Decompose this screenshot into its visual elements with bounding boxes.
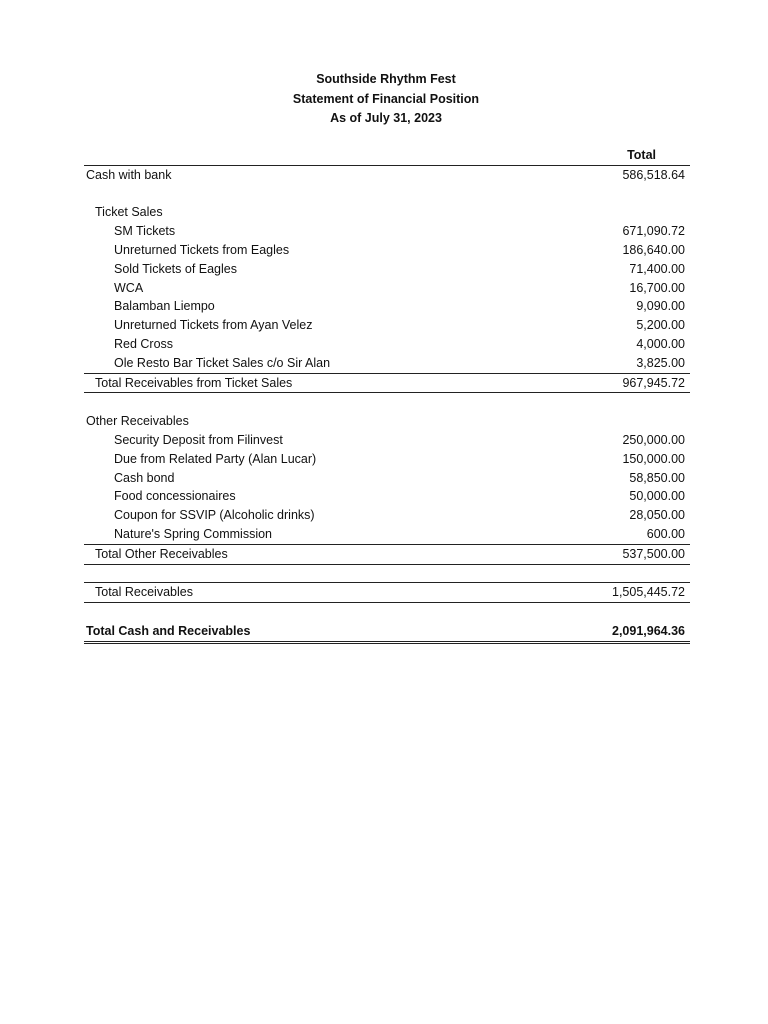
ticket-sales-row: [84, 241, 690, 260]
ticket-sales-row: [84, 297, 690, 316]
ticket-sales-item-amount: 3,825.00: [636, 355, 685, 370]
cash-row: [84, 166, 690, 185]
total-receivables-row: [84, 582, 690, 603]
ticket-sales-item-label: Unreturned Tickets from Ayan Velez: [114, 318, 313, 333]
other-receivables-total-row: [84, 545, 690, 565]
ticket-sales-heading: Ticket Sales: [95, 205, 163, 220]
grand-total-row: [84, 622, 690, 644]
other-receivables-item-amount: 58,850.00: [629, 470, 685, 485]
ticket-sales-row: [84, 222, 690, 241]
total-receivables-amount: 1,505,445.72: [612, 585, 685, 600]
other-receivables-row: [84, 487, 690, 506]
ticket-sales-item-amount: 186,640.00: [622, 242, 685, 257]
ticket-sales-total-row: [84, 374, 690, 394]
ticket-sales-item-label: Ole Resto Bar Ticket Sales c/o Sir Alan: [114, 355, 331, 370]
other-receivables-item-amount: 28,050.00: [629, 508, 685, 523]
ticket-sales-item-amount: 4,000.00: [636, 336, 685, 351]
spacer: [84, 603, 690, 622]
ticket-sales-item-label: Sold Tickets of Eagles: [114, 261, 237, 276]
other-receivables-item-label: Coupon for SSVIP (Alcoholic drinks): [114, 508, 315, 523]
other-receivables-item-amount: 150,000.00: [622, 451, 685, 466]
ticket-sales-item-amount: 71,400.00: [629, 261, 685, 276]
ticket-sales-row: [84, 354, 690, 374]
grand-total-label: Total Cash and Receivables: [86, 623, 251, 638]
other-receivables-row: [84, 469, 690, 488]
other-receivables-heading-row: [84, 412, 690, 431]
ticket-sales-item-label: Unreturned Tickets from Eagles: [114, 242, 290, 257]
ticket-sales-row: [84, 316, 690, 335]
ticket-sales-heading-row: [84, 203, 690, 222]
other-receivables-item-label: Security Deposit from Filinvest: [114, 432, 283, 447]
other-receivables-item-amount: 250,000.00: [622, 432, 685, 447]
cash-label: Cash with bank: [86, 167, 172, 182]
column-header-row: [84, 146, 690, 166]
ticket-sales-item-label: SM Tickets: [114, 224, 176, 239]
ticket-sales-total-amount: 967,945.72: [622, 375, 685, 390]
other-receivables-row: [84, 525, 690, 545]
other-receivables-item-label: Cash bond: [114, 470, 175, 485]
ticket-sales-row: [84, 260, 690, 279]
grand-total-amount: 2,091,964.36: [612, 623, 685, 638]
total-column-header: Total: [627, 148, 656, 162]
statement-date: As of July 31, 2023: [330, 111, 442, 125]
ticket-sales-item-label: Red Cross: [114, 336, 174, 351]
cash-amount: 586,518.64: [622, 167, 685, 182]
other-receivables-item-label: Nature's Spring Commission: [114, 526, 272, 541]
ticket-sales-item-label: WCA: [114, 280, 144, 295]
other-receivables-total-amount: 537,500.00: [622, 546, 685, 561]
organization-name: Southside Rhythm Fest: [316, 72, 456, 86]
other-receivables-item-label: Due from Related Party (Alan Lucar): [114, 451, 317, 466]
other-receivables-total-label: Total Other Receivables: [95, 546, 228, 561]
other-receivables-item-amount: 50,000.00: [629, 489, 685, 504]
other-receivables-item-label: Food concessionaires: [114, 489, 236, 504]
financial-statement-table: [84, 146, 690, 644]
spacer: [84, 393, 690, 412]
ticket-sales-row: [84, 335, 690, 354]
other-receivables-row: [84, 431, 690, 450]
ticket-sales-row: [84, 279, 690, 298]
spacer: [84, 185, 690, 204]
statement-title: Statement of Financial Position: [292, 91, 480, 106]
total-receivables-label: Total Receivables: [95, 585, 193, 600]
ticket-sales-item-amount: 671,090.72: [622, 224, 685, 239]
other-receivables-row: [84, 450, 690, 469]
ticket-sales-item-amount: 16,700.00: [629, 280, 685, 295]
spacer: [84, 565, 690, 584]
ticket-sales-item-amount: 9,090.00: [636, 299, 685, 314]
ticket-sales-item-label: Balamban Liempo: [114, 299, 215, 314]
other-receivables-item-amount: 600.00: [646, 526, 685, 541]
ticket-sales-item-amount: 5,200.00: [636, 318, 685, 333]
statement-header: [0, 70, 768, 129]
other-receivables-heading: Other Receivables: [86, 414, 189, 429]
ticket-sales-total-label: Total Receivables from Ticket Sales: [95, 375, 293, 390]
other-receivables-row: [84, 506, 690, 525]
